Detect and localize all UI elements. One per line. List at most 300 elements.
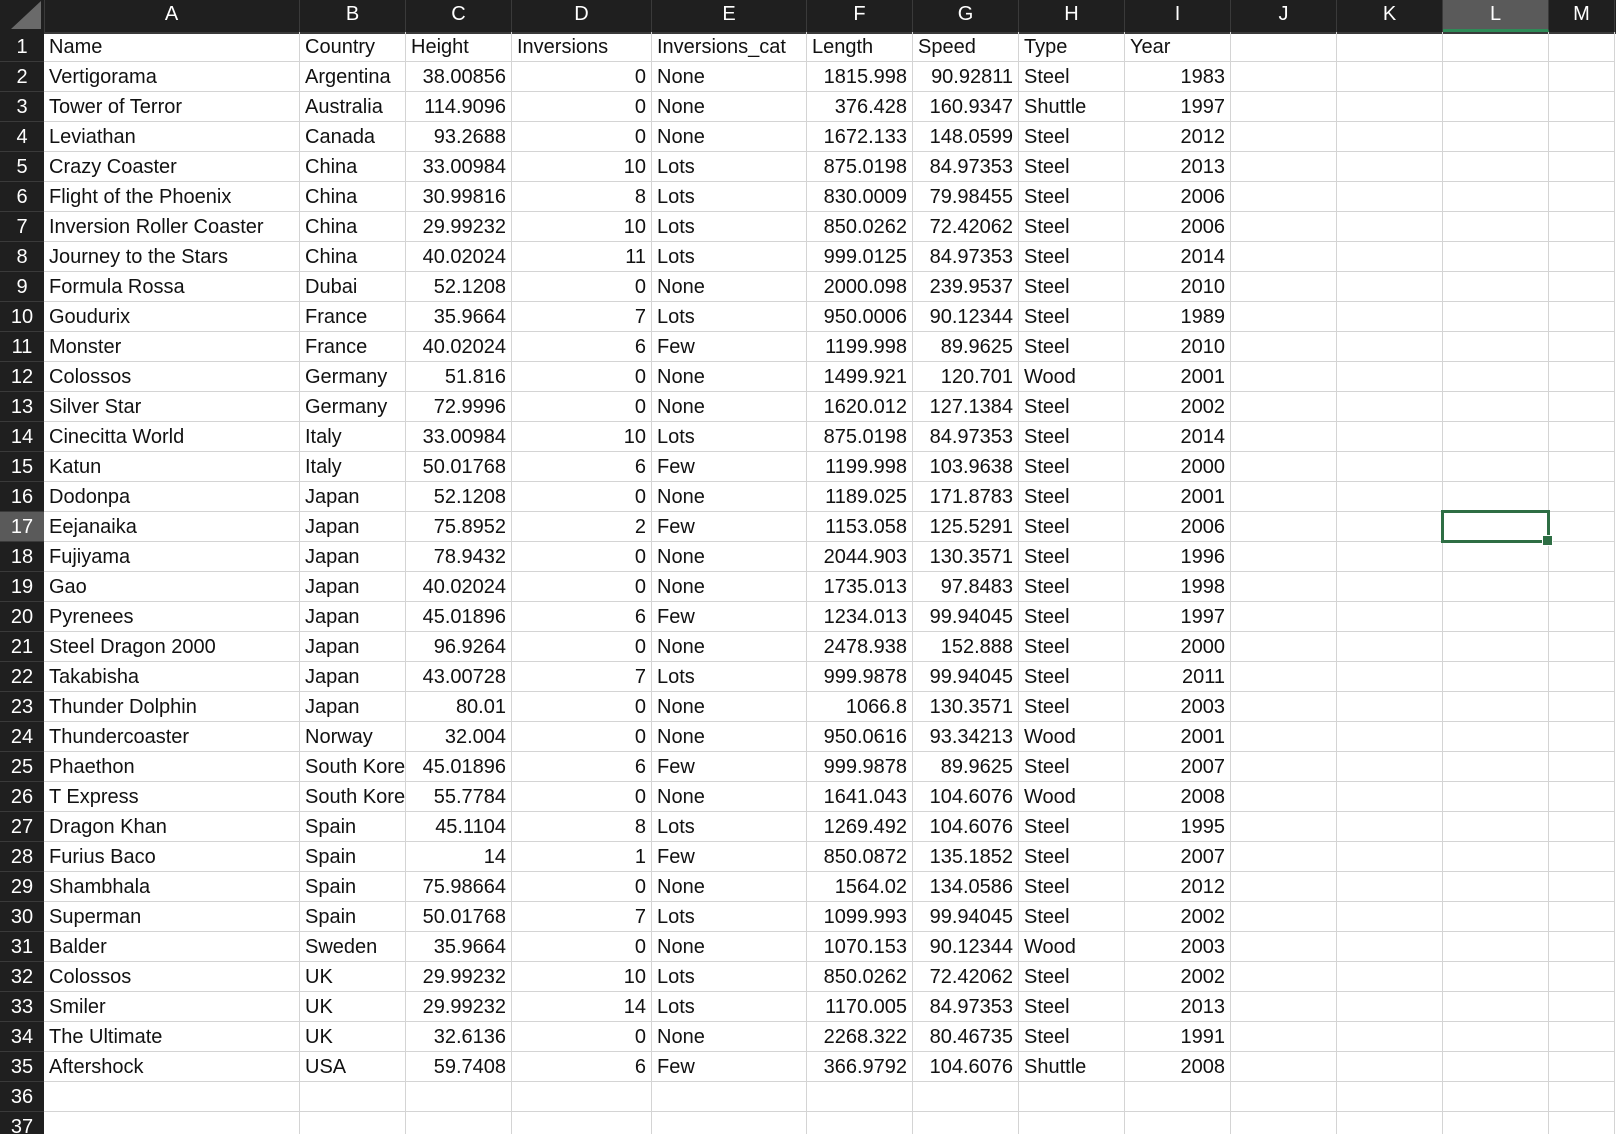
- cell-f9[interactable]: 2000.098: [807, 272, 913, 302]
- cell-m17[interactable]: [1549, 512, 1615, 542]
- cell-g37[interactable]: [913, 1112, 1019, 1134]
- cell-i6[interactable]: 2006: [1125, 182, 1231, 212]
- cell-m19[interactable]: [1549, 572, 1615, 602]
- cell-f37[interactable]: [807, 1112, 913, 1134]
- cell-h16[interactable]: Steel: [1019, 482, 1125, 512]
- cell-e2[interactable]: None: [652, 62, 807, 92]
- cell-j8[interactable]: [1231, 242, 1337, 272]
- cell-e3[interactable]: None: [652, 92, 807, 122]
- cell-a16[interactable]: Dodonpa: [44, 482, 300, 512]
- cell-c1[interactable]: Height: [406, 32, 512, 62]
- cell-d6[interactable]: 8: [512, 182, 652, 212]
- cell-g33[interactable]: 84.97353: [913, 992, 1019, 1022]
- cell-i9[interactable]: 2010: [1125, 272, 1231, 302]
- cell-h19[interactable]: Steel: [1019, 572, 1125, 602]
- cell-h29[interactable]: Steel: [1019, 872, 1125, 902]
- cell-h11[interactable]: Steel: [1019, 332, 1125, 362]
- cell-b10[interactable]: France: [300, 302, 406, 332]
- cell-b18[interactable]: Japan: [300, 542, 406, 572]
- cell-e1[interactable]: Inversions_cat: [652, 32, 807, 62]
- cell-m29[interactable]: [1549, 872, 1615, 902]
- cell-h23[interactable]: Steel: [1019, 692, 1125, 722]
- cell-m5[interactable]: [1549, 152, 1615, 182]
- cell-j33[interactable]: [1231, 992, 1337, 1022]
- cell-b27[interactable]: Spain: [300, 812, 406, 842]
- column-header-b[interactable]: B: [300, 0, 406, 32]
- cell-m12[interactable]: [1549, 362, 1615, 392]
- cell-m18[interactable]: [1549, 542, 1615, 572]
- cell-m10[interactable]: [1549, 302, 1615, 332]
- cell-e6[interactable]: Lots: [652, 182, 807, 212]
- cell-m26[interactable]: [1549, 782, 1615, 812]
- cell-a6[interactable]: Flight of the Phoenix: [44, 182, 300, 212]
- cell-m21[interactable]: [1549, 632, 1615, 662]
- row-header-2[interactable]: 2: [0, 62, 44, 92]
- cell-j9[interactable]: [1231, 272, 1337, 302]
- cell-j22[interactable]: [1231, 662, 1337, 692]
- row-header-26[interactable]: 26: [0, 782, 44, 812]
- cell-j28[interactable]: [1231, 842, 1337, 872]
- cell-e33[interactable]: Lots: [652, 992, 807, 1022]
- row-header-23[interactable]: 23: [0, 692, 44, 722]
- cell-d18[interactable]: 0: [512, 542, 652, 572]
- cell-a5[interactable]: Crazy Coaster: [44, 152, 300, 182]
- row-header-8[interactable]: 8: [0, 242, 44, 272]
- cell-f6[interactable]: 830.0009: [807, 182, 913, 212]
- column-header-h[interactable]: H: [1019, 0, 1125, 32]
- cell-e4[interactable]: None: [652, 122, 807, 152]
- cell-e29[interactable]: None: [652, 872, 807, 902]
- cell-h35[interactable]: Shuttle: [1019, 1052, 1125, 1082]
- cell-f21[interactable]: 2478.938: [807, 632, 913, 662]
- cell-i19[interactable]: 1998: [1125, 572, 1231, 602]
- cell-k25[interactable]: [1337, 752, 1443, 782]
- cell-e21[interactable]: None: [652, 632, 807, 662]
- cell-m23[interactable]: [1549, 692, 1615, 722]
- cell-l11[interactable]: [1443, 332, 1549, 362]
- cell-j17[interactable]: [1231, 512, 1337, 542]
- cell-m9[interactable]: [1549, 272, 1615, 302]
- cell-g24[interactable]: 93.34213: [913, 722, 1019, 752]
- cell-g29[interactable]: 134.0586: [913, 872, 1019, 902]
- cell-l8[interactable]: [1443, 242, 1549, 272]
- cell-l37[interactable]: [1443, 1112, 1549, 1134]
- cell-a36[interactable]: [44, 1082, 300, 1112]
- cell-l12[interactable]: [1443, 362, 1549, 392]
- cell-l20[interactable]: [1443, 602, 1549, 632]
- row-header-35[interactable]: 35: [0, 1052, 44, 1082]
- cell-g3[interactable]: 160.9347: [913, 92, 1019, 122]
- cell-c34[interactable]: 32.6136: [406, 1022, 512, 1052]
- cell-j20[interactable]: [1231, 602, 1337, 632]
- cell-j10[interactable]: [1231, 302, 1337, 332]
- cell-i1[interactable]: Year: [1125, 32, 1231, 62]
- cell-h18[interactable]: Steel: [1019, 542, 1125, 572]
- cell-a14[interactable]: Cinecitta World: [44, 422, 300, 452]
- cell-k30[interactable]: [1337, 902, 1443, 932]
- row-header-22[interactable]: 22: [0, 662, 44, 692]
- cell-b15[interactable]: Italy: [300, 452, 406, 482]
- row-header-30[interactable]: 30: [0, 902, 44, 932]
- cell-a24[interactable]: Thundercoaster: [44, 722, 300, 752]
- cell-e31[interactable]: None: [652, 932, 807, 962]
- cell-a26[interactable]: T Express: [44, 782, 300, 812]
- cell-i27[interactable]: 1995: [1125, 812, 1231, 842]
- cell-k24[interactable]: [1337, 722, 1443, 752]
- cell-b17[interactable]: Japan: [300, 512, 406, 542]
- cell-e22[interactable]: Lots: [652, 662, 807, 692]
- cell-h4[interactable]: Steel: [1019, 122, 1125, 152]
- cell-k31[interactable]: [1337, 932, 1443, 962]
- cell-c18[interactable]: 78.9432: [406, 542, 512, 572]
- cell-f8[interactable]: 999.0125: [807, 242, 913, 272]
- cell-d3[interactable]: 0: [512, 92, 652, 122]
- cell-g14[interactable]: 84.97353: [913, 422, 1019, 452]
- cell-f35[interactable]: 366.9792: [807, 1052, 913, 1082]
- cell-m2[interactable]: [1549, 62, 1615, 92]
- cell-j27[interactable]: [1231, 812, 1337, 842]
- cell-m31[interactable]: [1549, 932, 1615, 962]
- cell-b22[interactable]: Japan: [300, 662, 406, 692]
- cell-d2[interactable]: 0: [512, 62, 652, 92]
- cell-m8[interactable]: [1549, 242, 1615, 272]
- cell-m13[interactable]: [1549, 392, 1615, 422]
- cell-e20[interactable]: Few: [652, 602, 807, 632]
- cell-i26[interactable]: 2008: [1125, 782, 1231, 812]
- cell-e10[interactable]: Lots: [652, 302, 807, 332]
- column-header-f[interactable]: F: [807, 0, 913, 32]
- cell-h28[interactable]: Steel: [1019, 842, 1125, 872]
- cell-c10[interactable]: 35.9664: [406, 302, 512, 332]
- cell-e26[interactable]: None: [652, 782, 807, 812]
- cell-f24[interactable]: 950.0616: [807, 722, 913, 752]
- row-header-11[interactable]: 11: [0, 332, 44, 362]
- cell-h33[interactable]: Steel: [1019, 992, 1125, 1022]
- cell-h3[interactable]: Shuttle: [1019, 92, 1125, 122]
- cell-b20[interactable]: Japan: [300, 602, 406, 632]
- cell-f23[interactable]: 1066.8: [807, 692, 913, 722]
- cell-f29[interactable]: 1564.02: [807, 872, 913, 902]
- cell-k22[interactable]: [1337, 662, 1443, 692]
- cell-e37[interactable]: [652, 1112, 807, 1134]
- cell-c3[interactable]: 114.9096: [406, 92, 512, 122]
- cell-i28[interactable]: 2007: [1125, 842, 1231, 872]
- cell-e23[interactable]: None: [652, 692, 807, 722]
- cell-b6[interactable]: China: [300, 182, 406, 212]
- cell-c36[interactable]: [406, 1082, 512, 1112]
- cell-j19[interactable]: [1231, 572, 1337, 602]
- cell-g12[interactable]: 120.701: [913, 362, 1019, 392]
- cell-d12[interactable]: 0: [512, 362, 652, 392]
- cell-i24[interactable]: 2001: [1125, 722, 1231, 752]
- row-header-5[interactable]: 5: [0, 152, 44, 182]
- cell-l6[interactable]: [1443, 182, 1549, 212]
- cell-k13[interactable]: [1337, 392, 1443, 422]
- cell-l36[interactable]: [1443, 1082, 1549, 1112]
- cell-a29[interactable]: Shambhala: [44, 872, 300, 902]
- cell-c14[interactable]: 33.00984: [406, 422, 512, 452]
- cell-a3[interactable]: Tower of Terror: [44, 92, 300, 122]
- cell-d19[interactable]: 0: [512, 572, 652, 602]
- cell-h34[interactable]: Steel: [1019, 1022, 1125, 1052]
- cell-d37[interactable]: [512, 1112, 652, 1134]
- cell-i35[interactable]: 2008: [1125, 1052, 1231, 1082]
- cell-b33[interactable]: UK: [300, 992, 406, 1022]
- cell-l30[interactable]: [1443, 902, 1549, 932]
- cell-f34[interactable]: 2268.322: [807, 1022, 913, 1052]
- cell-h31[interactable]: Wood: [1019, 932, 1125, 962]
- cell-e16[interactable]: None: [652, 482, 807, 512]
- cell-j5[interactable]: [1231, 152, 1337, 182]
- cell-d28[interactable]: 1: [512, 842, 652, 872]
- cell-f1[interactable]: Length: [807, 32, 913, 62]
- cell-j25[interactable]: [1231, 752, 1337, 782]
- cell-f32[interactable]: 850.0262: [807, 962, 913, 992]
- cell-f22[interactable]: 999.9878: [807, 662, 913, 692]
- cell-f33[interactable]: 1170.005: [807, 992, 913, 1022]
- cell-a25[interactable]: Phaethon: [44, 752, 300, 782]
- cell-c4[interactable]: 93.2688: [406, 122, 512, 152]
- cell-a12[interactable]: Colossos: [44, 362, 300, 392]
- cell-f13[interactable]: 1620.012: [807, 392, 913, 422]
- cell-g2[interactable]: 90.92811: [913, 62, 1019, 92]
- cell-l31[interactable]: [1443, 932, 1549, 962]
- cell-d29[interactable]: 0: [512, 872, 652, 902]
- cell-e8[interactable]: Lots: [652, 242, 807, 272]
- row-header-16[interactable]: 16: [0, 482, 44, 512]
- cell-i11[interactable]: 2010: [1125, 332, 1231, 362]
- cell-d11[interactable]: 6: [512, 332, 652, 362]
- row-header-37[interactable]: 37: [0, 1112, 44, 1134]
- cell-a15[interactable]: Katun: [44, 452, 300, 482]
- cell-m27[interactable]: [1549, 812, 1615, 842]
- cell-d4[interactable]: 0: [512, 122, 652, 152]
- cell-k9[interactable]: [1337, 272, 1443, 302]
- cell-j30[interactable]: [1231, 902, 1337, 932]
- cell-g26[interactable]: 104.6076: [913, 782, 1019, 812]
- cell-k4[interactable]: [1337, 122, 1443, 152]
- cell-j26[interactable]: [1231, 782, 1337, 812]
- cell-h15[interactable]: Steel: [1019, 452, 1125, 482]
- cell-i3[interactable]: 1997: [1125, 92, 1231, 122]
- cell-d14[interactable]: 10: [512, 422, 652, 452]
- cell-k1[interactable]: [1337, 32, 1443, 62]
- cell-g5[interactable]: 84.97353: [913, 152, 1019, 182]
- cell-l27[interactable]: [1443, 812, 1549, 842]
- cell-d22[interactable]: 7: [512, 662, 652, 692]
- cell-b9[interactable]: Dubai: [300, 272, 406, 302]
- cell-h21[interactable]: Steel: [1019, 632, 1125, 662]
- cell-f3[interactable]: 376.428: [807, 92, 913, 122]
- cell-c8[interactable]: 40.02024: [406, 242, 512, 272]
- cell-d5[interactable]: 10: [512, 152, 652, 182]
- column-header-j[interactable]: J: [1231, 0, 1337, 32]
- cell-b19[interactable]: Japan: [300, 572, 406, 602]
- cell-l1[interactable]: [1443, 32, 1549, 62]
- cell-b32[interactable]: UK: [300, 962, 406, 992]
- cell-e34[interactable]: None: [652, 1022, 807, 1052]
- cell-k35[interactable]: [1337, 1052, 1443, 1082]
- cell-k11[interactable]: [1337, 332, 1443, 362]
- row-header-12[interactable]: 12: [0, 362, 44, 392]
- cell-f12[interactable]: 1499.921: [807, 362, 913, 392]
- cell-g9[interactable]: 239.9537: [913, 272, 1019, 302]
- cell-g18[interactable]: 130.3571: [913, 542, 1019, 572]
- cell-b4[interactable]: Canada: [300, 122, 406, 152]
- cell-k29[interactable]: [1337, 872, 1443, 902]
- cell-a23[interactable]: Thunder Dolphin: [44, 692, 300, 722]
- cell-l26[interactable]: [1443, 782, 1549, 812]
- cell-g23[interactable]: 130.3571: [913, 692, 1019, 722]
- cell-a18[interactable]: Fujiyama: [44, 542, 300, 572]
- cell-c24[interactable]: 32.004: [406, 722, 512, 752]
- row-header-9[interactable]: 9: [0, 272, 44, 302]
- cell-f5[interactable]: 875.0198: [807, 152, 913, 182]
- cell-j24[interactable]: [1231, 722, 1337, 752]
- cell-a11[interactable]: Monster: [44, 332, 300, 362]
- cell-h32[interactable]: Steel: [1019, 962, 1125, 992]
- cell-f25[interactable]: 999.9878: [807, 752, 913, 782]
- cell-g6[interactable]: 79.98455: [913, 182, 1019, 212]
- cell-h14[interactable]: Steel: [1019, 422, 1125, 452]
- cell-a35[interactable]: Aftershock: [44, 1052, 300, 1082]
- cell-g4[interactable]: 148.0599: [913, 122, 1019, 152]
- cell-c28[interactable]: 14: [406, 842, 512, 872]
- cell-j15[interactable]: [1231, 452, 1337, 482]
- row-header-27[interactable]: 27: [0, 812, 44, 842]
- cell-b24[interactable]: Norway: [300, 722, 406, 752]
- cell-a20[interactable]: Pyrenees: [44, 602, 300, 632]
- cell-g21[interactable]: 152.888: [913, 632, 1019, 662]
- cell-g13[interactable]: 127.1384: [913, 392, 1019, 422]
- cell-l18[interactable]: [1443, 542, 1549, 572]
- row-header-19[interactable]: 19: [0, 572, 44, 602]
- cell-b28[interactable]: Spain: [300, 842, 406, 872]
- cell-e25[interactable]: Few: [652, 752, 807, 782]
- cell-m32[interactable]: [1549, 962, 1615, 992]
- cell-i16[interactable]: 2001: [1125, 482, 1231, 512]
- cell-a30[interactable]: Superman: [44, 902, 300, 932]
- cell-k34[interactable]: [1337, 1022, 1443, 1052]
- cell-c5[interactable]: 33.00984: [406, 152, 512, 182]
- cell-i18[interactable]: 1996: [1125, 542, 1231, 572]
- cell-a7[interactable]: Inversion Roller Coaster: [44, 212, 300, 242]
- cell-e11[interactable]: Few: [652, 332, 807, 362]
- cell-i34[interactable]: 1991: [1125, 1022, 1231, 1052]
- cell-c29[interactable]: 75.98664: [406, 872, 512, 902]
- cell-j35[interactable]: [1231, 1052, 1337, 1082]
- cell-m14[interactable]: [1549, 422, 1615, 452]
- cell-c20[interactable]: 45.01896: [406, 602, 512, 632]
- row-header-34[interactable]: 34: [0, 1022, 44, 1052]
- cell-b34[interactable]: UK: [300, 1022, 406, 1052]
- cell-l23[interactable]: [1443, 692, 1549, 722]
- cell-l15[interactable]: [1443, 452, 1549, 482]
- row-header-4[interactable]: 4: [0, 122, 44, 152]
- cell-l32[interactable]: [1443, 962, 1549, 992]
- cell-b26[interactable]: South Kore: [300, 782, 406, 812]
- cell-a10[interactable]: Goudurix: [44, 302, 300, 332]
- cell-b35[interactable]: USA: [300, 1052, 406, 1082]
- cell-m30[interactable]: [1549, 902, 1615, 932]
- cell-d13[interactable]: 0: [512, 392, 652, 422]
- cell-m34[interactable]: [1549, 1022, 1615, 1052]
- cell-i4[interactable]: 2012: [1125, 122, 1231, 152]
- cell-i29[interactable]: 2012: [1125, 872, 1231, 902]
- cell-e28[interactable]: Few: [652, 842, 807, 872]
- cell-k19[interactable]: [1337, 572, 1443, 602]
- cell-c2[interactable]: 38.00856: [406, 62, 512, 92]
- cell-i5[interactable]: 2013: [1125, 152, 1231, 182]
- cell-d31[interactable]: 0: [512, 932, 652, 962]
- cell-m24[interactable]: [1549, 722, 1615, 752]
- cell-b30[interactable]: Spain: [300, 902, 406, 932]
- cell-i32[interactable]: 2002: [1125, 962, 1231, 992]
- cell-b12[interactable]: Germany: [300, 362, 406, 392]
- cell-d26[interactable]: 0: [512, 782, 652, 812]
- row-header-14[interactable]: 14: [0, 422, 44, 452]
- cell-k3[interactable]: [1337, 92, 1443, 122]
- cell-m16[interactable]: [1549, 482, 1615, 512]
- cell-k26[interactable]: [1337, 782, 1443, 812]
- cell-a31[interactable]: Balder: [44, 932, 300, 962]
- cell-i30[interactable]: 2002: [1125, 902, 1231, 932]
- cell-g27[interactable]: 104.6076: [913, 812, 1019, 842]
- cell-a27[interactable]: Dragon Khan: [44, 812, 300, 842]
- cell-k37[interactable]: [1337, 1112, 1443, 1134]
- cell-k6[interactable]: [1337, 182, 1443, 212]
- cell-g10[interactable]: 90.12344: [913, 302, 1019, 332]
- cell-d1[interactable]: Inversions: [512, 32, 652, 62]
- row-header-36[interactable]: 36: [0, 1082, 44, 1112]
- cell-k28[interactable]: [1337, 842, 1443, 872]
- fill-handle[interactable]: [1542, 535, 1553, 546]
- cell-m6[interactable]: [1549, 182, 1615, 212]
- cell-i17[interactable]: 2006: [1125, 512, 1231, 542]
- cell-a2[interactable]: Vertigorama: [44, 62, 300, 92]
- row-header-6[interactable]: 6: [0, 182, 44, 212]
- cell-g20[interactable]: 99.94045: [913, 602, 1019, 632]
- cell-c33[interactable]: 29.99232: [406, 992, 512, 1022]
- cell-b25[interactable]: South Kore: [300, 752, 406, 782]
- cell-a32[interactable]: Colossos: [44, 962, 300, 992]
- cell-i23[interactable]: 2003: [1125, 692, 1231, 722]
- cell-f2[interactable]: 1815.998: [807, 62, 913, 92]
- cell-a4[interactable]: Leviathan: [44, 122, 300, 152]
- cell-e19[interactable]: None: [652, 572, 807, 602]
- cell-k20[interactable]: [1337, 602, 1443, 632]
- cell-g35[interactable]: 104.6076: [913, 1052, 1019, 1082]
- cell-g30[interactable]: 99.94045: [913, 902, 1019, 932]
- cell-c15[interactable]: 50.01768: [406, 452, 512, 482]
- cell-k15[interactable]: [1337, 452, 1443, 482]
- cell-a33[interactable]: Smiler: [44, 992, 300, 1022]
- cell-m1[interactable]: [1549, 32, 1615, 62]
- cell-b21[interactable]: Japan: [300, 632, 406, 662]
- cell-a37[interactable]: [44, 1112, 300, 1134]
- column-header-d[interactable]: D: [512, 0, 652, 32]
- row-header-25[interactable]: 25: [0, 752, 44, 782]
- cell-k17[interactable]: [1337, 512, 1443, 542]
- cell-a1[interactable]: Name: [44, 32, 300, 62]
- row-header-32[interactable]: 32: [0, 962, 44, 992]
- cell-j11[interactable]: [1231, 332, 1337, 362]
- cell-i8[interactable]: 2014: [1125, 242, 1231, 272]
- cell-b31[interactable]: Sweden: [300, 932, 406, 962]
- cell-e17[interactable]: Few: [652, 512, 807, 542]
- cell-e9[interactable]: None: [652, 272, 807, 302]
- cell-a13[interactable]: Silver Star: [44, 392, 300, 422]
